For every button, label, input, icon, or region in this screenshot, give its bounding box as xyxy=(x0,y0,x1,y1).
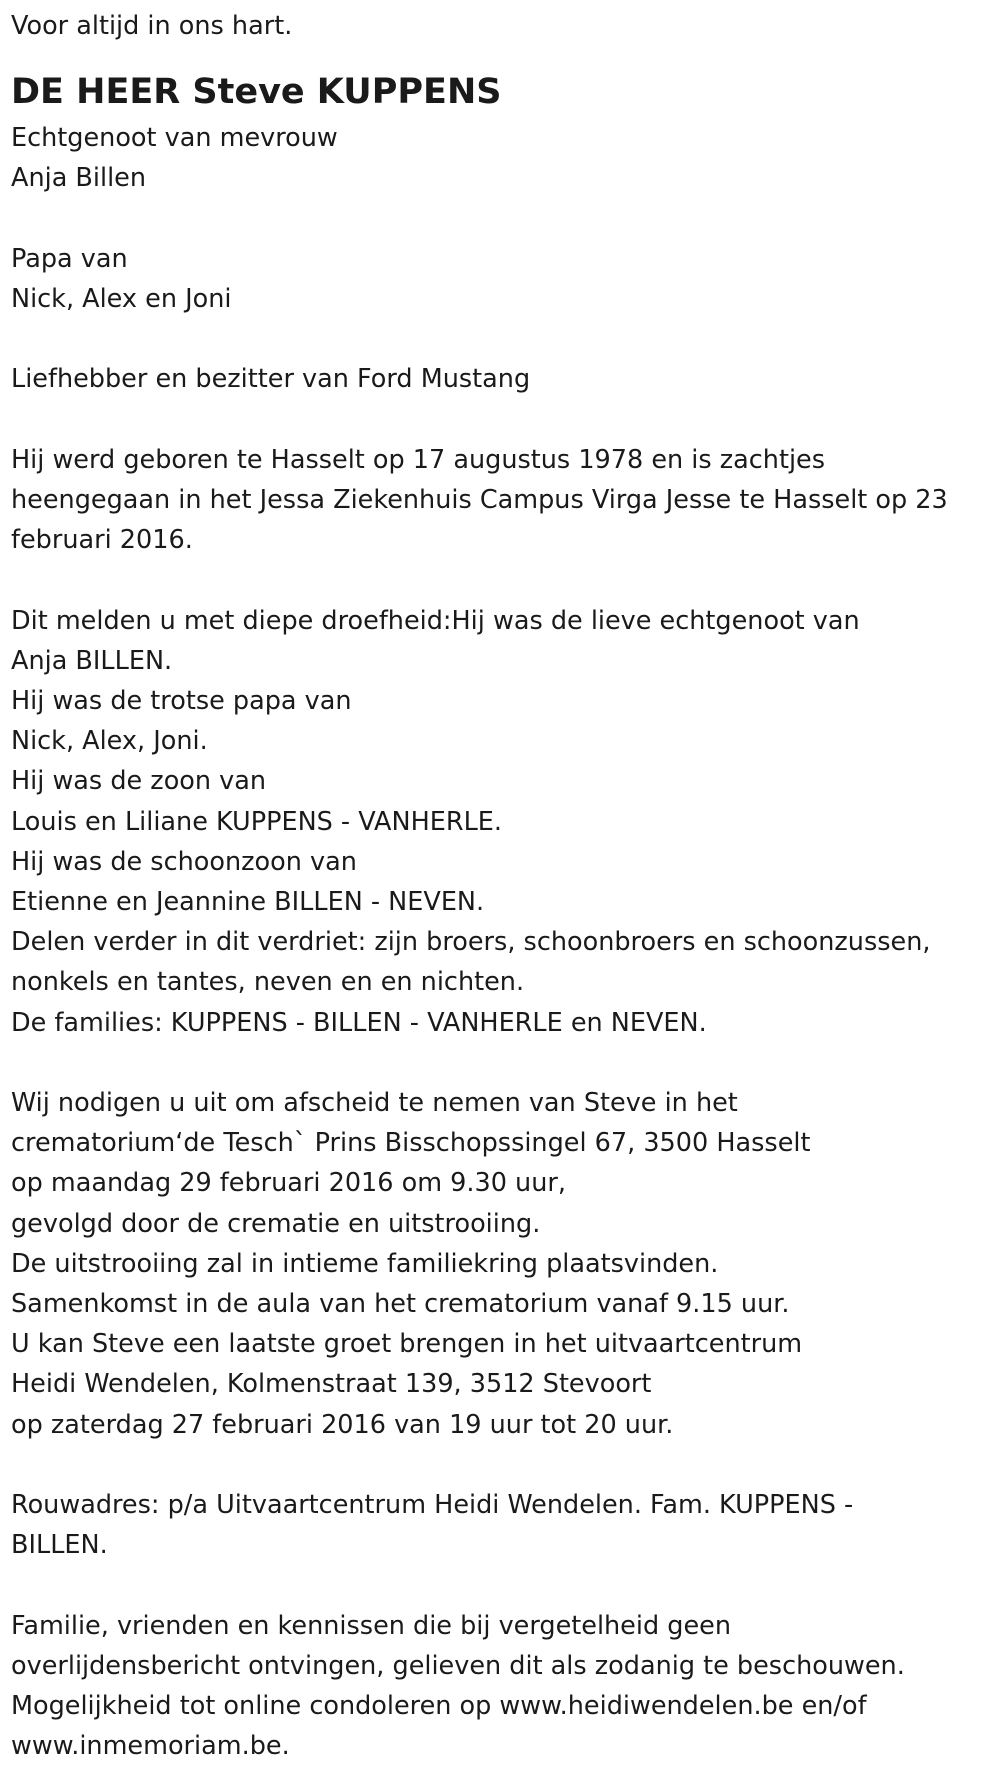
text-line: BILLEN. xyxy=(11,1530,108,1561)
text-line: op zaterdag 27 februari 2016 van 19 uur tot 20 uur. xyxy=(11,1409,674,1440)
text-line: Rouwadres: p/a Uitvaartcentrum Heidi Wendelen. Fam. KUPPENS - xyxy=(11,1490,854,1521)
text-line: nonkels en tantes, neven en en nichten. xyxy=(11,967,525,998)
text-line: Delen verder in dit verdriet: zijn broers, schoonbroers en schoonzussen, xyxy=(11,927,931,958)
text-line: U kan Steve een laatste groet brengen in het uitvaartcentrum xyxy=(11,1329,803,1360)
text-line: februari 2016. xyxy=(11,525,193,556)
text-line: www.inmemoriam.be. xyxy=(11,1731,290,1762)
text-line: overlijdensbericht ontvingen, gelieven dit als zodanig te beschouwen. xyxy=(11,1650,905,1681)
text-line: Hij was de schoonzoon van xyxy=(11,846,357,877)
obituary-body xyxy=(11,118,1000,1766)
text-line: Papa van xyxy=(11,243,128,274)
paragraph-notice xyxy=(11,1606,1000,1767)
text-line: Hij was de trotse papa van xyxy=(11,685,352,716)
text-line: Samenkomst in de aula van het crematorium vanaf 9.15 uur. xyxy=(11,1289,790,1320)
paragraph-children xyxy=(11,239,1000,319)
text-line: Etienne en Jeannine BILLEN - NEVEN. xyxy=(11,887,485,917)
text-line: Anja Billen xyxy=(11,163,147,194)
text-line: Dit melden u met diepe droefheid:Hij was de lieve echtgenoot van xyxy=(11,605,860,636)
text-line: Wij nodigen u uit om afscheid te nemen van Steve in het xyxy=(11,1088,738,1118)
text-line: Louis en Liliane KUPPENS - VANHERLE. xyxy=(11,806,502,837)
paragraph-birth-death xyxy=(11,440,1000,561)
paragraph-spouse xyxy=(11,118,1000,198)
text-line: Mogelijkheid tot online condoleren op www.heidiwendelen.be en/of xyxy=(11,1691,867,1722)
text-line: Familie, vrienden en kennissen die bij vergetelheid geen xyxy=(11,1610,731,1641)
text-line: Nick, Alex en Joni xyxy=(11,284,232,314)
text-line: Hij was de zoon van xyxy=(11,766,267,797)
paragraph-ceremony xyxy=(11,1083,1000,1445)
text-line: crematorium‘de Tesch` Prins Bisschopssingel 67, 3500 Hasselt xyxy=(11,1128,811,1159)
intro-text: Voor altijd in ons hart. xyxy=(11,11,293,41)
paragraph-family xyxy=(11,601,1000,1043)
deceased-name: DE HEER Steve KUPPENS xyxy=(11,72,502,113)
text-line: Heidi Wendelen, Kolmenstraat 139, 3512 Stevoort xyxy=(11,1369,652,1400)
text-line: Nick, Alex, Joni. xyxy=(11,726,208,757)
paragraph-hobby xyxy=(11,359,1000,399)
text-line: heengegaan in het Jessa Ziekenhuis Campus Virga Jesse te Hasselt op 23 xyxy=(11,484,948,515)
text-line: Liefhebber en bezitter van Ford Mustang xyxy=(11,364,531,395)
text-line: De families: KUPPENS - BILLEN - VANHERLE en NEVEN. xyxy=(11,1007,707,1038)
text-line: Echtgenoot van mevrouw xyxy=(11,123,338,154)
text-line: op maandag 29 februari 2016 om 9.30 uur, xyxy=(11,1168,566,1199)
text-line: gevolgd door de crematie en uitstrooiing. xyxy=(11,1208,541,1239)
text-line: Anja BILLEN. xyxy=(11,645,173,676)
paragraph-address xyxy=(11,1485,1000,1565)
text-line: Hij werd geboren te Hasselt op 17 augustus 1978 en is zachtjes xyxy=(11,444,826,475)
text-line: De uitstrooiing zal in intieme familiekring plaatsvinden. xyxy=(11,1248,719,1279)
